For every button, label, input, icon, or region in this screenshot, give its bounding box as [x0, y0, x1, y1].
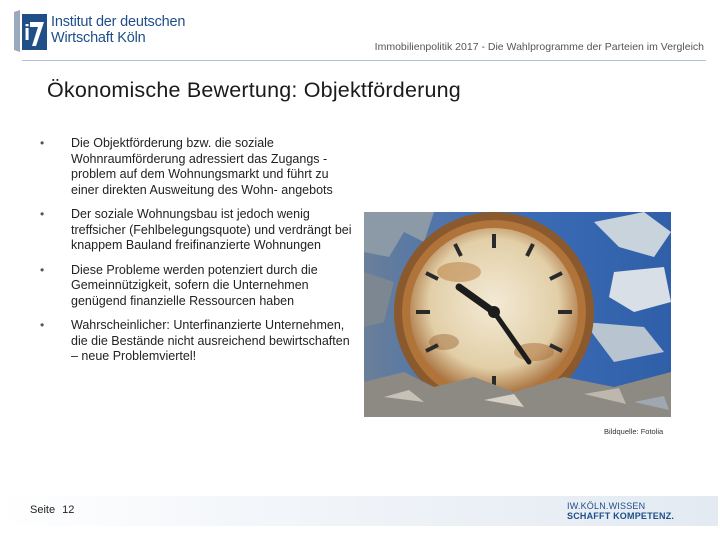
- bullet-item: [40, 263, 355, 310]
- bullet-item: [40, 207, 355, 254]
- bullet-marker: •: [40, 207, 45, 221]
- bullet-text: Der soziale Wohnungsbau ist jedoch wenig treffsicher (Fehlbelegungsquote) und verdrängt bei knappem Bauland freifinanzierte Wohnungen: [71, 207, 352, 252]
- brand-line-2: SCHAFFT KOMPETENZ.: [567, 511, 675, 521]
- clock-photo: [364, 212, 671, 417]
- logo-text: [51, 14, 185, 46]
- page-indicator: [30, 504, 74, 516]
- slide-title: Ökonomische Bewertung: Objektförderung: [47, 78, 461, 102]
- bullet-text: Die Objektförderung bzw. die soziale Wohnraumförderung adressiert das Zugangs -problem auf dem Wohnungsmarkt und führt zu einer direkten Ausweitung des Wohn- angebots: [71, 136, 333, 197]
- logo-line-2: Wirtschaft Köln: [51, 30, 146, 46]
- bullet-marker: •: [40, 318, 45, 332]
- bullet-text: Wahrscheinlicher: Unterfinanzierte Unternehmen, die die Bestände nicht ausreichend bewirtschaften – neue Problemviertel!: [71, 318, 350, 363]
- header-divider: [22, 60, 706, 61]
- bullet-item: [40, 318, 355, 365]
- header-subtitle: Immobilienpolitik 2017 - Die Wahlprogramme der Parteien im Vergleich: [374, 41, 704, 53]
- brand-line-1: IW.KÖLN.WISSEN: [567, 501, 646, 511]
- clock-photo-image: [364, 212, 671, 417]
- footer: [0, 496, 720, 526]
- brand-claim: [567, 501, 674, 521]
- logo-line-1: Institut der deutschen: [51, 14, 186, 30]
- page-number: 12: [62, 504, 75, 516]
- image-credit: Bildquelle: Fotolia: [604, 427, 664, 436]
- svg-text:i: i: [24, 20, 31, 45]
- bullet-list: [40, 136, 355, 374]
- bullet-marker: •: [40, 262, 45, 277]
- page-label: Seite: [30, 504, 56, 516]
- iw-logo: [14, 10, 214, 54]
- bullet-item: [40, 136, 355, 198]
- bullet-marker: •: [40, 136, 45, 150]
- iw-logo-icon: [14, 10, 48, 52]
- bullet-text: Diese Probleme werden potenziert durch die Gemeinnützigkeit, sofern die Unternehmen genügend finanzielle Ressourcen haben: [71, 262, 318, 308]
